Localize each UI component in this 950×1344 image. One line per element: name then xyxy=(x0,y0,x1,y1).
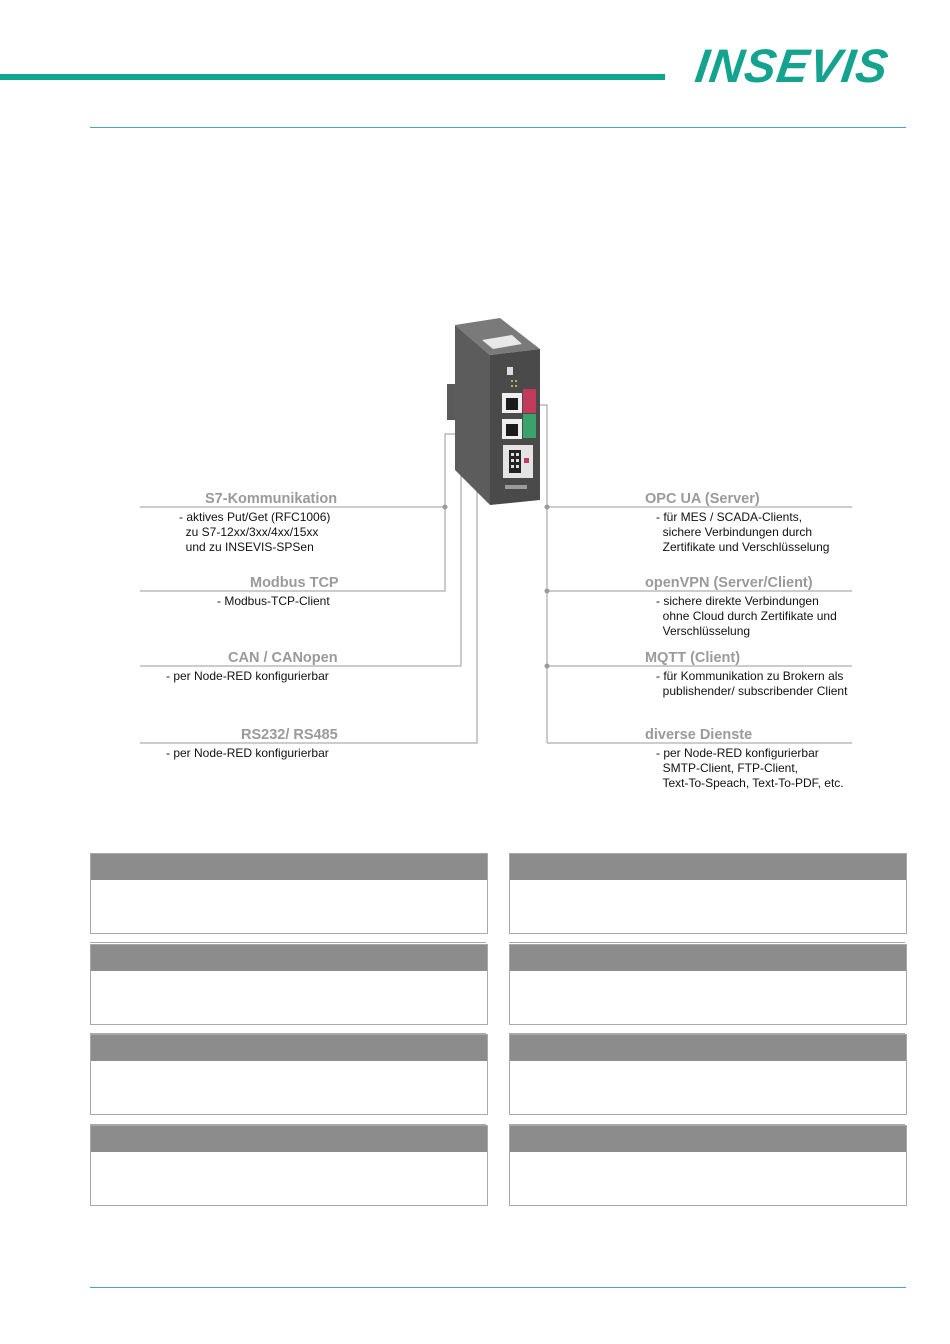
feature-mqtt-title: MQTT (Client) xyxy=(645,650,741,666)
insevis-logo: INSEVIS xyxy=(692,39,893,92)
info-box-3 xyxy=(90,944,488,1025)
feature-dienste-title: diverse Dienste xyxy=(645,727,753,743)
info-box-8 xyxy=(509,1125,907,1206)
feature-openvpn-title: openVPN (Server/Client) xyxy=(645,575,813,591)
feature-can-desc: - per Node-RED konfigurierbar xyxy=(166,669,329,683)
feature-modbus-title: Modbus TCP xyxy=(250,575,339,591)
line-can xyxy=(140,450,512,666)
info-box-4 xyxy=(509,944,907,1025)
feature-opcua-title: OPC UA (Server) xyxy=(645,491,760,507)
feature-opcua-desc: - für MES / SCADA-Clients, sichere Verbindungen durch Zertifikate und Verschlüsselung xyxy=(656,510,830,554)
info-box-5 xyxy=(90,1034,488,1115)
feature-s7-desc: - aktives Put/Get (RFC1006) zu S7-12xx/3xx/4xx/15xx und zu INSEVIS-SPSen xyxy=(179,510,331,554)
feature-s7-title: S7-Kommunikation xyxy=(205,491,338,507)
info-box-1 xyxy=(90,853,488,934)
info-box-7 xyxy=(90,1125,488,1206)
footer-rule xyxy=(90,1287,906,1288)
feature-dienste-desc: - per Node-RED konfigurierbar SMTP-Client, FTP-Client, Text-To-Speach, Text-To-PDF, etc. xyxy=(656,746,844,790)
feature-openvpn-desc: - sichere direkte Verbindungen ohne Cloud durch Zertifikate und Verschlüsselung xyxy=(656,594,837,638)
feature-rs-desc: - per Node-RED konfigurierbar xyxy=(166,746,329,760)
feature-can-title: CAN / CANopen xyxy=(228,650,338,666)
info-box-6 xyxy=(509,1034,907,1115)
feature-modbus-desc: - Modbus-TCP-Client xyxy=(217,594,330,608)
info-box-2 xyxy=(509,853,907,934)
feature-mqtt-desc: - für Kommunikation zu Brokern als publishender/ subscribender Client xyxy=(656,669,848,698)
feature-rs-title: RS232/ RS485 xyxy=(241,727,338,743)
